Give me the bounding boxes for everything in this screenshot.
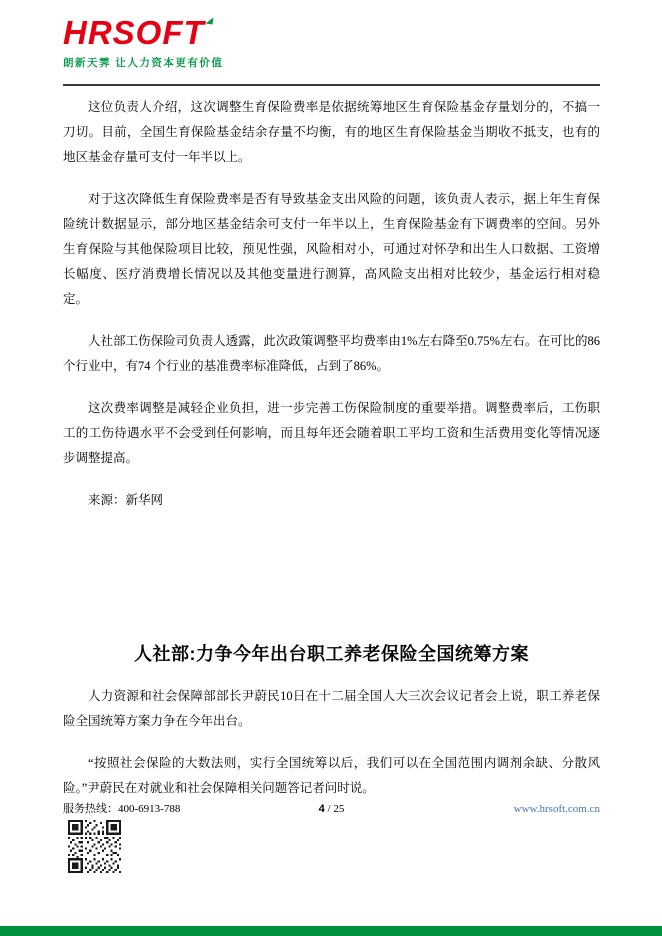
page-header xyxy=(63,16,223,70)
body-paragraph: 对于这次降低生育保险费率是否有导致基金支出风险的问题，该负责人表示，据上年生育保险统计数据显示，部分地区基金结余可支付一年半以上，生育保险基金有下调费率的空间。另外生育保险与其他保险项目比较，预见性强，风险相对小，可通过对怀孕和出生人口数据、工资增长幅度、医疗消费增长情况以及其他变量进行测算，高风险支出相对比较少，基金运行相对稳定。 xyxy=(63,192,600,306)
body-paragraph: 人社部工伤保险司负责人透露，此次政策调整平均费率由1%左右降至0.75%左右。在可比的86 个行业中，有74 个行业的基准费率标准降低，占到了86%。 xyxy=(63,334,600,373)
logo-tagline: 朗新天霁 让人力资本更有价值 xyxy=(63,56,224,69)
logo-accent-icon xyxy=(205,17,213,25)
page-number-current: 4 xyxy=(318,803,325,815)
page-number-separator: / xyxy=(324,803,334,815)
body-paragraph: 人力资源和社会保障部部长尹蔚民10日在十二届全国人大三次会议记者会上说，职工养老保险全国统筹方案力争在今年出台。 xyxy=(63,689,600,728)
header-divider xyxy=(63,84,600,86)
section-heading: 人社部:力争今年出台职工养老保险全国统筹方案 xyxy=(134,644,529,664)
page-number xyxy=(319,801,345,817)
logo-text: HRSOFT xyxy=(63,14,205,51)
source-line: 来源：新华网 xyxy=(88,493,164,507)
body-paragraph: 这位负责人介绍，这次调整生育保险费率是依据统筹地区生育保险基金存量划分的，不搞一刀切。目前，全国生育保险基金结余存量不均衡，有的地区生育保险基金当期收不抵支，也有的地区基金存量可支付一年半以上。 xyxy=(63,100,600,164)
service-hotline: 服务热线：400-6913-788 xyxy=(63,803,181,815)
body-paragraph: 这次费率调整是减轻企业负担，进一步完善工伤保险制度的重要举措。调整费率后，工伤职工的工伤待遇水平不会受到任何影响，而且每年还会随着职工平均工资和生活费用变化等情况逐步调整提高。 xyxy=(63,401,600,465)
website-link[interactable]: www.hrsoft.com.cn xyxy=(513,803,600,815)
hrsoft-logo xyxy=(63,16,205,51)
article-content xyxy=(63,95,600,818)
qr-code xyxy=(68,820,121,873)
body-paragraph: “按照社会保险的大数法则，实行全国统筹以后，我们可以在全国范围内调剂余缺、分散风险。”尹蔚民在对就业和社会保障相关问题答记者问时说。 xyxy=(63,756,600,795)
page-number-total: 25 xyxy=(333,803,345,815)
bottom-brand-bar xyxy=(0,926,662,936)
